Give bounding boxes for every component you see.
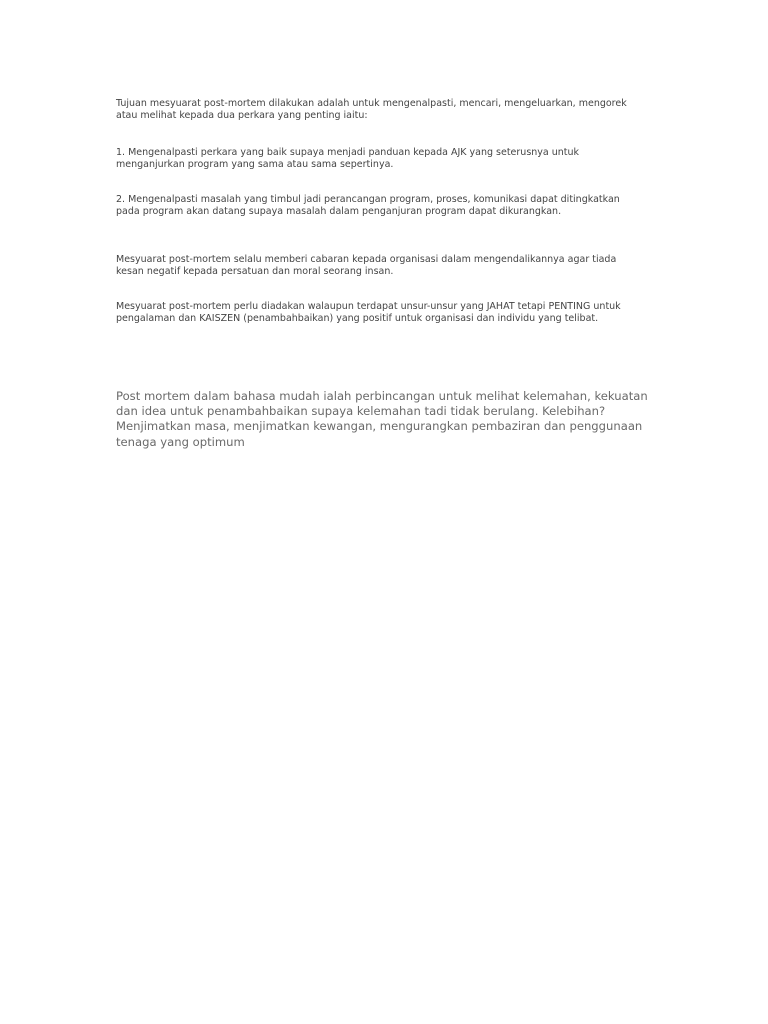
summary-paragraph: Post mortem dalam bahasa mudah ialah perbincangan untuk melihat kelemahan, kekuatan dan idea untuk penambahbaikan supaya kelemahan tadi tidak berulang. Kelebihan? Menjimatkan masa, menjimatkan kewangan, mengurangkan pembaziran dan penggunaan tenaga yang optimum [116,389,648,449]
intro-paragraph: Tujuan mesyuarat post-mortem dilakukan adalah untuk mengenalpasti, mencari, mengeluarkan, mengorek atau melihat kepada dua perkara yang penting iaitu: [116,98,627,121]
challenge-paragraph: Mesyuarat post-mortem selalu memberi cabaran kepada organisasi dalam mengendalikannya agar tiada kesan negatif kepada persatuan dan moral seorang insan. [116,254,617,277]
importance-paragraph: Mesyuarat post-mortem perlu diadakan walaupun terdapat unsur-unsur yang JAHAT tetapi PENTING untuk pengalaman dan KAISZEN (penambahbaikan) yang positif untuk organisasi dan individu yang telibat. [116,301,621,324]
point-two-paragraph: 2. Mengenalpasti masalah yang timbul jadi perancangan program, proses, komunikasi dapat ditingkatkan pada program akan datang supaya masalah dalam penganjuran program dapat dikurangkan. [116,194,620,217]
point-one-paragraph: 1. Mengenalpasti perkara yang baik supaya menjadi panduan kepada AJK yang seterusnya untuk menganjurkan program yang sama atau sama sepertinya. [116,147,580,170]
